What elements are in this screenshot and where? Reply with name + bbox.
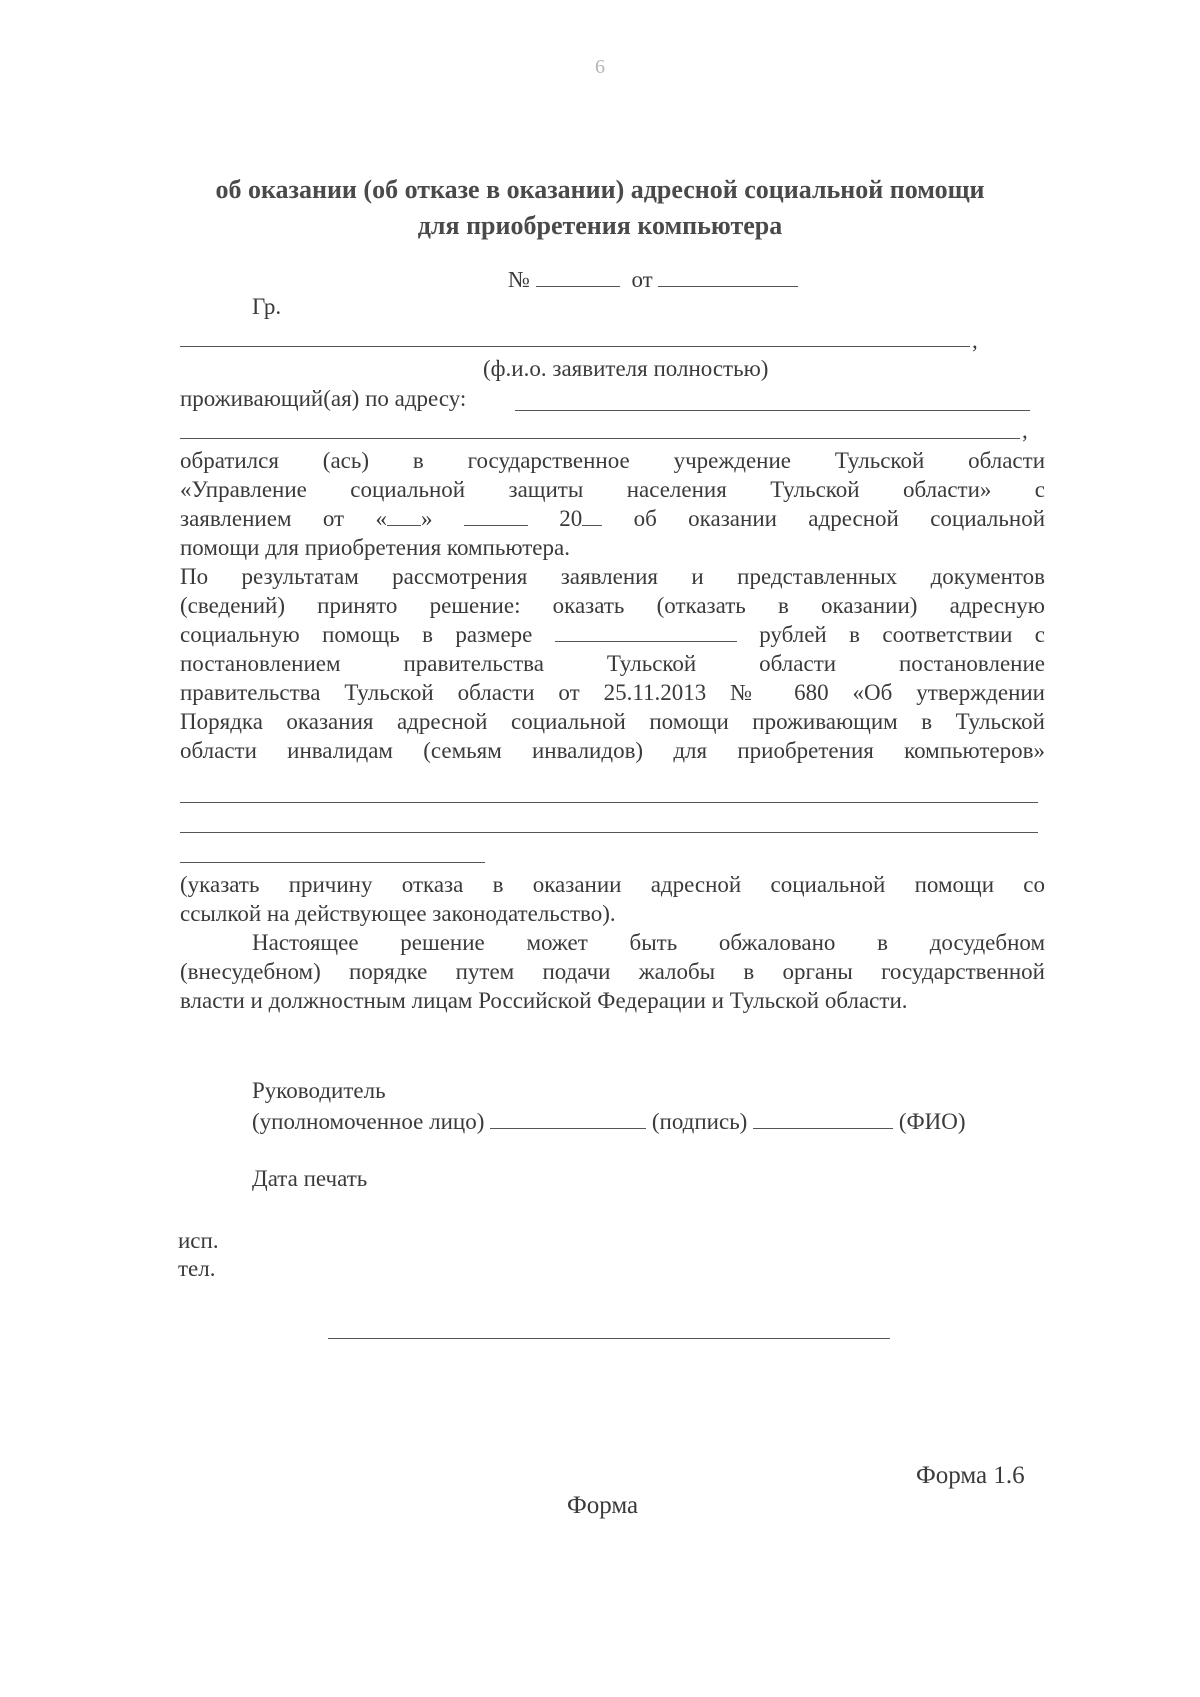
fio-label: (ФИО) bbox=[898, 1109, 966, 1134]
paragraph-decision bbox=[180, 562, 1045, 765]
appeal-line-1: Настоящее решение может быть обжаловано в досудебном bbox=[252, 930, 1045, 955]
fio-field[interactable] bbox=[180, 346, 970, 347]
refusal-reason-line-3[interactable] bbox=[180, 862, 485, 863]
amount-field[interactable] bbox=[555, 621, 737, 642]
refusal-caption-line-1: (указать причину отказа в оказании адресной социальной помощи со bbox=[180, 872, 1045, 897]
page-number: 6 bbox=[595, 56, 605, 78]
authorized-label: (уполномоченное лицо) bbox=[252, 1109, 485, 1134]
number-label: № bbox=[508, 267, 530, 292]
phone-label: тел. bbox=[178, 1256, 216, 1281]
fio-sign-field[interactable] bbox=[753, 1108, 893, 1129]
para2-line-2: (сведений) принято решение: оказать (отказать в оказании) адресную bbox=[180, 593, 1045, 618]
para1-line-2: «Управление социальной защиты населения Тульской области» с bbox=[180, 477, 1045, 502]
refusal-caption-line-2: ссылкой на действующее законодательство). bbox=[180, 901, 616, 926]
appeal-line-2: (внесудебном) порядке путем подачи жалобы в органы государственной bbox=[180, 959, 1045, 984]
paragraph-application bbox=[180, 446, 1045, 562]
number-field[interactable] bbox=[536, 266, 620, 287]
refusal-reason-line-2[interactable] bbox=[180, 832, 1038, 833]
from-label: от bbox=[631, 267, 653, 292]
appeal-line-3: власти и должностным лицам Российской Федерации и Тульской области. bbox=[180, 988, 908, 1013]
address-label: проживающий(ая) по адресу: bbox=[180, 386, 467, 411]
head-label: Руководитель bbox=[252, 1078, 386, 1103]
signature-field[interactable] bbox=[490, 1108, 646, 1129]
para2-line-7: области инвалидам (семьям инвалидов) для приобретения компьютеров» bbox=[180, 738, 1045, 763]
form-label: Форма bbox=[567, 1492, 639, 1519]
para1-line-4: помощи для приобретения компьютера. bbox=[180, 535, 570, 560]
para2-line-5: правительства Тульской области от 25.11.2013 № 680 «Об утверждении bbox=[180, 680, 1045, 705]
separator-line bbox=[328, 1338, 890, 1339]
fio-caption: (ф.и.о. заявителя полностью) bbox=[483, 356, 769, 381]
refusal-caption bbox=[180, 870, 1045, 928]
executor-label: исп. bbox=[178, 1228, 219, 1253]
address-field[interactable] bbox=[515, 410, 1030, 411]
date-stamp-label: Дата печать bbox=[252, 1166, 368, 1191]
title-line-1: об оказании (об отказе в оказании) адресной социальной помощи bbox=[215, 175, 985, 204]
signature-line bbox=[252, 1108, 966, 1135]
fio-comma: , bbox=[972, 328, 978, 353]
application-year-field[interactable] bbox=[582, 505, 602, 526]
refusal-reason-line-1[interactable] bbox=[180, 802, 1038, 803]
application-month-field[interactable] bbox=[464, 505, 528, 526]
para1-line-1: обратился (ась) в государственное учреждение Тульской области bbox=[180, 448, 1045, 473]
form-number: Форма 1.6 bbox=[916, 1462, 1025, 1489]
address-field-2[interactable] bbox=[180, 438, 1020, 439]
address-comma: , bbox=[1022, 418, 1028, 443]
para2-line-3: социальную помощь в размере рублей в соответствии с bbox=[180, 622, 1046, 647]
date-field[interactable] bbox=[658, 266, 798, 287]
number-line bbox=[508, 266, 798, 293]
appeal-paragraph bbox=[180, 928, 1045, 1015]
para2-line-1: По результатам рассмотрения заявления и представленных документов bbox=[180, 564, 1045, 589]
para1-line-3: заявлением от « » 20 об оказании адресной социальной bbox=[180, 506, 1046, 531]
para2-line-4: постановлением правительства Тульской области постановление bbox=[180, 651, 1045, 676]
sign-label: (подпись) bbox=[651, 1109, 748, 1134]
application-day-field[interactable] bbox=[387, 505, 421, 526]
para2-line-6: Порядка оказания адресной социальной помощи проживающим в Тульской bbox=[180, 709, 1045, 734]
title-line-2: для приобретения компьютера bbox=[417, 211, 783, 240]
citizen-label: Гр. bbox=[252, 294, 282, 319]
document-title bbox=[150, 172, 1050, 244]
